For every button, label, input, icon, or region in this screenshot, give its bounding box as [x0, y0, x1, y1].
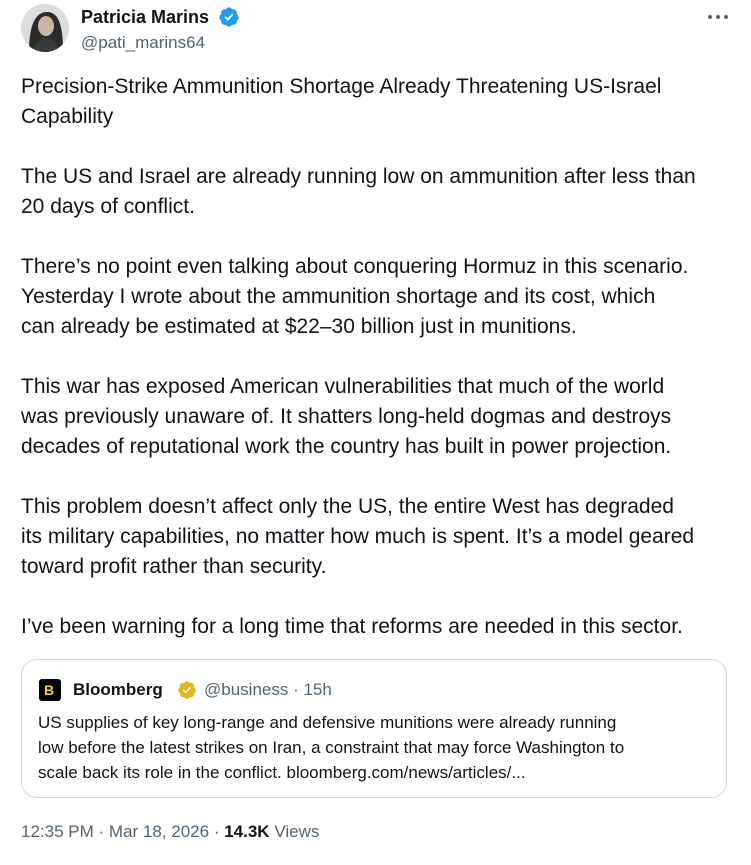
bloomberg-logo-letter: B	[44, 682, 55, 698]
tweet-time[interactable]: 12:35 PM	[21, 822, 94, 841]
views-label: Views	[274, 822, 320, 841]
views-count: 14.3K	[224, 822, 270, 841]
verified-badge-icon	[218, 6, 240, 28]
tweet-paragraph: This war has exposed American vulnerabilities that much of the world was previously unaware of. It shatters long-held dogmas and destroys decades of reputational work the country has built in power projection.	[21, 375, 672, 458]
meta-separator: ·	[213, 822, 225, 841]
tweet-paragraph: There’s no point even talking about conquering Hormuz in this scenario. Yesterday I wrote about the ammunition shortage and its cost, which can already be estimated at $22–30 billion just in munitions.	[21, 255, 689, 338]
quoted-handle-time[interactable]: @business · 15h	[204, 680, 332, 699]
more-options-icon[interactable]	[706, 9, 730, 25]
tweet-paragraph: The US and Israel are already running low on ammunition after less than 20 days of conflict.	[21, 165, 696, 218]
author-name[interactable]: Patricia Marins	[81, 7, 210, 27]
tweet-paragraph: I’ve been warning for a long time that reforms are needed in this sector.	[21, 615, 683, 638]
quoted-tweet-card[interactable]	[21, 659, 727, 798]
bloomberg-logo	[39, 679, 61, 701]
tweet-text	[21, 72, 736, 642]
gold-verified-badge-icon	[177, 680, 197, 700]
quoted-author-name[interactable]: Bloomberg	[73, 680, 163, 699]
author-handle[interactable]: @pati_marins64	[81, 33, 206, 52]
meta-separator: ·	[98, 822, 109, 841]
tweet-date[interactable]: Mar 18, 2026	[108, 822, 210, 841]
tweet-paragraph: Precision-Strike Ammunition Shortage Already Threatening US-Israel Capability	[21, 75, 662, 128]
avatar[interactable]	[21, 4, 69, 52]
quoted-tweet-text: US supplies of key long-range and defensive munitions were already running low before the latest strikes on Iran, a constraint that may force Washington to scale back its role in the conflict. bloomberg.com/news/articles/...	[38, 713, 625, 782]
tweet-meta	[21, 821, 319, 843]
tweet-paragraph: This problem doesn’t affect only the US, the entire West has degraded its military capabilities, no matter how much is spent. It’s a model geared toward profit rather than security.	[21, 495, 695, 578]
